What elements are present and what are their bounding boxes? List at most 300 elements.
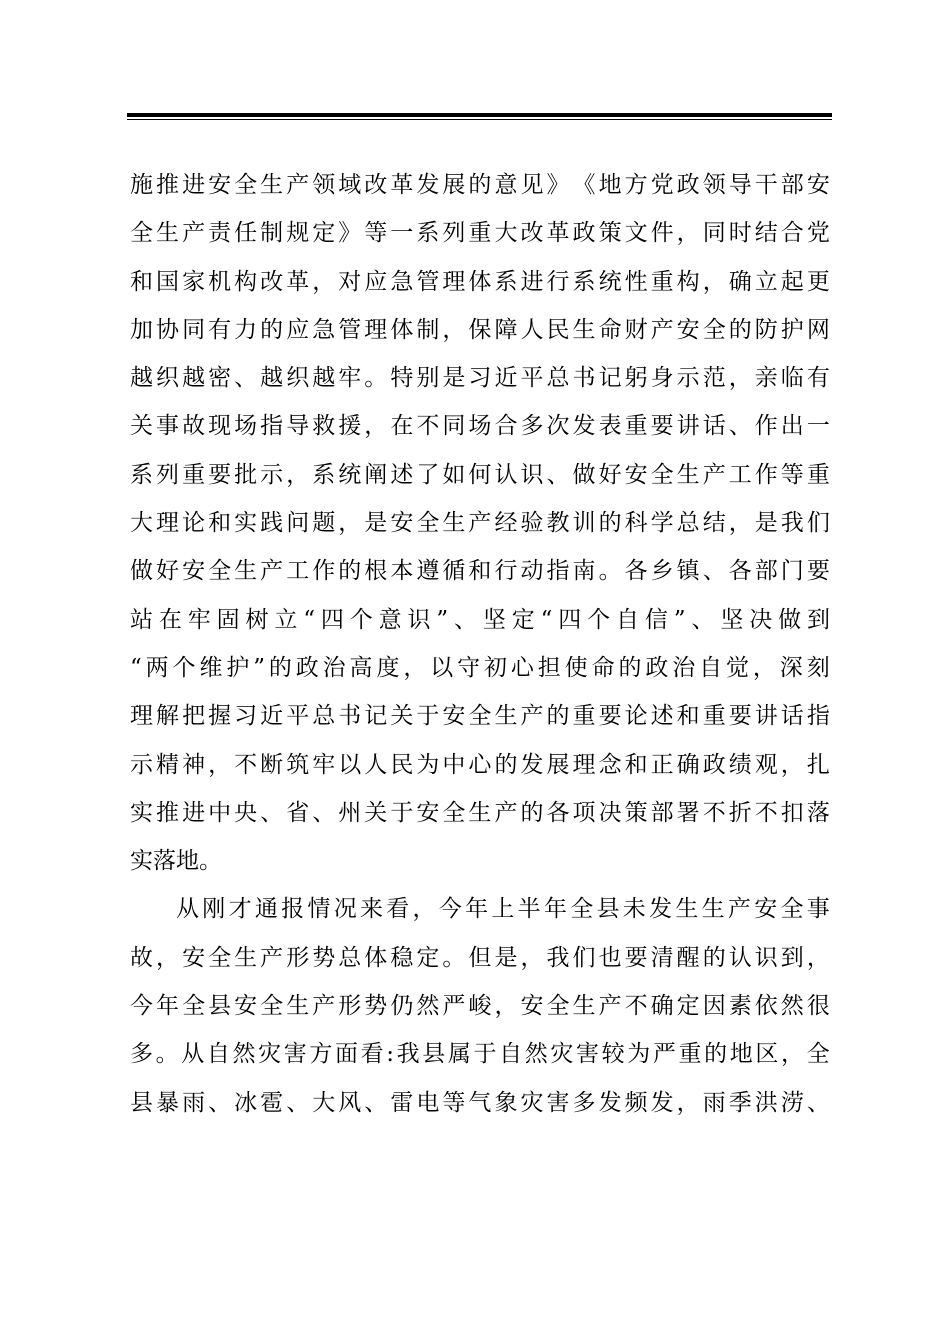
glyph: 全	[234, 172, 258, 198]
glyph: 应	[364, 268, 388, 295]
glyph: 四	[558, 606, 582, 633]
glyph: 产	[702, 461, 726, 488]
glyph: 确	[728, 268, 752, 295]
glyph: 对	[338, 268, 362, 295]
glyph: 改	[260, 268, 284, 295]
glyph: 生	[260, 172, 284, 198]
text-line	[130, 596, 830, 644]
glyph: 、	[691, 606, 715, 633]
glyph: 系	[312, 461, 336, 488]
glyph: 两	[145, 654, 169, 681]
glyph: 扣	[780, 799, 804, 826]
glyph: 表	[598, 413, 622, 440]
glyph: 产	[182, 220, 206, 247]
glyph: 》	[338, 220, 362, 247]
glyph: 治	[672, 654, 696, 681]
glyph: 洪	[754, 1089, 778, 1116]
glyph: 有	[806, 365, 830, 392]
glyph: 故	[182, 413, 206, 440]
glyph: 人	[364, 751, 388, 778]
glyph: 展	[442, 172, 466, 198]
glyph: 急	[390, 268, 414, 295]
glyph: 灾	[258, 1041, 282, 1068]
glyph: 高	[349, 654, 373, 681]
glyph: 何	[468, 461, 492, 488]
glyph: 把	[182, 703, 206, 730]
glyph: 好	[598, 461, 622, 488]
text-line	[130, 402, 830, 450]
glyph: 体	[468, 268, 492, 295]
glyph: 特	[390, 365, 414, 392]
glyph: 同	[702, 220, 726, 247]
glyph: ，	[752, 654, 776, 681]
glyph: 心	[510, 654, 534, 681]
glyph: 地	[598, 172, 622, 198]
glyph: 的	[728, 316, 752, 343]
glyph: 四	[320, 606, 344, 633]
glyph: 署	[676, 799, 700, 826]
glyph: 密	[208, 365, 232, 392]
glyph: 断	[260, 751, 284, 778]
glyph: 是	[494, 944, 518, 971]
glyph: 一	[390, 220, 414, 247]
glyph: 在	[390, 413, 414, 440]
glyph: 理	[130, 703, 153, 730]
glyph: 全	[260, 993, 284, 1020]
glyph: 治	[322, 654, 346, 681]
glyph: 全	[208, 558, 232, 585]
glyph: 一	[806, 413, 830, 440]
glyph: 很	[806, 993, 830, 1020]
glyph: 见	[520, 172, 544, 198]
glyph: 本	[390, 558, 414, 585]
glyph: 临	[780, 365, 804, 392]
glyph: 的	[702, 944, 726, 971]
glyph: 场	[234, 413, 258, 440]
glyph: 全	[546, 993, 570, 1020]
glyph: 多	[572, 1089, 596, 1116]
glyph: 信	[644, 606, 668, 633]
glyph: 指	[546, 558, 570, 585]
glyph: 、	[286, 1089, 310, 1116]
glyph: 讲	[676, 413, 700, 440]
glyph: 区	[755, 1041, 779, 1068]
glyph: 使	[564, 654, 588, 681]
text-line	[130, 258, 830, 306]
glyph: 导	[286, 413, 310, 440]
glyph: 身	[650, 365, 674, 392]
glyph: 生	[494, 703, 518, 730]
glyph: 雹	[260, 1089, 284, 1116]
glyph: 发	[572, 413, 596, 440]
glyph: 我	[780, 510, 804, 537]
glyph: 作	[312, 558, 336, 585]
glyph: 落	[806, 799, 830, 826]
glyph: 意	[378, 606, 402, 633]
glyph: 于	[390, 799, 414, 826]
glyph: ，	[728, 510, 752, 537]
glyph: 来	[359, 896, 383, 923]
glyph: 峻	[468, 993, 492, 1020]
glyph: 政	[295, 654, 319, 681]
glyph: 救	[312, 413, 336, 440]
glyph: 安	[806, 172, 830, 198]
glyph: 认	[494, 461, 518, 488]
glyph: 讲	[754, 703, 778, 730]
glyph: 的	[468, 172, 492, 198]
glyph: 生	[676, 461, 700, 488]
glyph: 牢	[312, 751, 336, 778]
glyph: 较	[601, 1041, 625, 1068]
glyph: 项	[572, 799, 596, 826]
glyph: 、	[806, 1089, 830, 1116]
glyph: 政	[676, 172, 700, 198]
glyph: 发	[520, 751, 544, 778]
glyph: 作	[754, 413, 778, 440]
glyph: 定	[416, 944, 440, 971]
glyph: 生	[675, 896, 699, 923]
glyph: 为	[416, 751, 440, 778]
glyph: 然	[780, 993, 804, 1020]
glyph: 生	[156, 220, 180, 247]
text-line	[130, 741, 830, 789]
glyph: ，	[412, 896, 436, 923]
glyph: 发	[650, 1089, 674, 1116]
glyph: 安	[442, 703, 466, 730]
glyph: 合	[780, 220, 804, 247]
glyph: 近	[494, 365, 518, 392]
glyph: 以	[430, 654, 454, 681]
glyph: 教	[546, 510, 570, 537]
glyph: 列	[156, 461, 180, 488]
glyph: 半	[517, 896, 541, 923]
glyph: 全	[208, 944, 232, 971]
glyph: 门	[780, 558, 804, 585]
glyph: 网	[806, 316, 830, 343]
glyph: 和	[130, 268, 153, 295]
glyph: 越	[182, 365, 206, 392]
glyph: 害	[546, 1089, 570, 1116]
glyph: ，	[286, 461, 310, 488]
glyph: 示	[676, 365, 700, 392]
glyph: 次	[546, 413, 570, 440]
glyph: 生	[468, 799, 492, 826]
glyph: 结	[702, 510, 726, 537]
glyph: 于	[473, 1041, 497, 1068]
glyph: 做	[572, 461, 596, 488]
glyph: 牢	[187, 606, 211, 633]
glyph: 确	[676, 751, 700, 778]
glyph: 书	[338, 703, 362, 730]
glyph: 批	[234, 461, 258, 488]
glyph: 加	[130, 316, 153, 343]
glyph: ”	[436, 606, 449, 633]
glyph: 素	[728, 993, 752, 1020]
glyph: 进	[182, 172, 206, 198]
glyph: 乡	[650, 558, 674, 585]
glyph: 合	[494, 413, 518, 440]
glyph: 念	[598, 751, 622, 778]
glyph: 决	[598, 799, 622, 826]
glyph: 生	[572, 993, 596, 1020]
glyph: 发	[649, 896, 673, 923]
glyph: 正	[650, 751, 674, 778]
glyph: 同	[442, 413, 466, 440]
glyph: 通	[254, 896, 278, 923]
glyph: 各	[624, 558, 648, 585]
glyph: 安	[208, 172, 232, 198]
glyph: 有	[208, 316, 232, 343]
text-line	[130, 1030, 830, 1078]
glyph: 、	[208, 1089, 232, 1116]
glyph: 部	[754, 558, 778, 585]
glyph: 雨	[182, 1089, 206, 1116]
glyph: 列	[442, 220, 466, 247]
glyph: 安	[182, 944, 206, 971]
glyph: 施	[130, 172, 153, 198]
glyph: 气	[468, 1089, 492, 1116]
glyph: 党	[650, 172, 674, 198]
glyph: 作	[754, 461, 778, 488]
glyph: 稳	[390, 944, 414, 971]
glyph: 的	[618, 654, 642, 681]
glyph: 的	[268, 654, 292, 681]
glyph: 省	[286, 799, 310, 826]
glyph: 家	[182, 268, 206, 295]
glyph: 故	[130, 944, 153, 971]
glyph: 的	[704, 1041, 728, 1068]
glyph: 导	[728, 172, 752, 198]
glyph: 件	[650, 220, 674, 247]
glyph: 未	[622, 896, 646, 923]
text-line	[130, 934, 830, 982]
glyph: 定	[312, 220, 336, 247]
glyph: 障	[494, 316, 518, 343]
glyph: ，	[494, 993, 518, 1020]
glyph: 范	[702, 365, 726, 392]
glyph: 总	[338, 944, 362, 971]
glyph: 时	[728, 220, 752, 247]
glyph: ，	[806, 944, 830, 971]
glyph: 织	[156, 365, 180, 392]
glyph: 财	[624, 316, 648, 343]
glyph: 指	[260, 413, 284, 440]
glyph: 根	[364, 558, 388, 585]
glyph: 策	[598, 220, 622, 247]
glyph: 责	[208, 220, 232, 247]
glyph: 依	[754, 993, 778, 1020]
glyph: 大	[312, 1089, 336, 1116]
glyph: 述	[650, 703, 674, 730]
glyph: 等	[364, 220, 388, 247]
glyph: 起	[780, 268, 804, 295]
glyph: 但	[468, 944, 492, 971]
glyph: 定	[676, 993, 700, 1020]
glyph: 体	[390, 316, 414, 343]
glyph: 出	[780, 413, 804, 440]
glyph: 确	[650, 993, 674, 1020]
glyph: 性	[624, 268, 648, 295]
glyph: 站	[130, 606, 153, 633]
text-line	[130, 644, 830, 692]
glyph: 重	[468, 220, 492, 247]
glyph: 和	[468, 558, 492, 585]
glyph: 醒	[676, 944, 700, 971]
glyph: 《	[572, 172, 596, 198]
glyph: 体	[364, 944, 388, 971]
glyph: 、	[546, 461, 570, 488]
glyph: 更	[806, 268, 830, 295]
glyph: ，	[676, 1089, 700, 1116]
glyph: “	[303, 606, 316, 633]
glyph: 重	[182, 461, 206, 488]
glyph: 话	[702, 413, 726, 440]
glyph: 越	[312, 365, 336, 392]
glyph: 精	[156, 751, 180, 778]
glyph: 、	[234, 365, 258, 392]
glyph: 生	[572, 316, 596, 343]
glyph: 构	[676, 268, 700, 295]
glyph: 全	[702, 316, 726, 343]
glyph: 面	[335, 1041, 358, 1068]
glyph: 扎	[806, 751, 830, 778]
glyph: 不	[702, 799, 726, 826]
glyph: 我	[396, 1041, 420, 1068]
glyph: 识	[407, 606, 431, 633]
glyph: 生	[286, 993, 310, 1020]
glyph: 况	[333, 896, 357, 923]
glyph: 风	[338, 1089, 362, 1116]
glyph: 大	[130, 510, 153, 537]
glyph: 工	[286, 558, 310, 585]
glyph: 是	[442, 365, 466, 392]
glyph: 革	[546, 220, 570, 247]
glyph: 统	[338, 461, 362, 488]
glyph: 全	[806, 1041, 830, 1068]
glyph: 为	[627, 1041, 651, 1068]
glyph: 题	[312, 510, 336, 537]
glyph: 要	[806, 558, 830, 585]
glyph: 、	[312, 799, 336, 826]
glyph: 训	[572, 510, 596, 537]
glyph: ，	[676, 220, 700, 247]
glyph: 重	[806, 461, 830, 488]
glyph: 然	[232, 1041, 256, 1068]
glyph: 的	[598, 510, 622, 537]
glyph: 认	[728, 944, 752, 971]
glyph: 实	[130, 799, 153, 826]
glyph: 经	[494, 510, 518, 537]
glyph: 们	[806, 510, 830, 537]
glyph: 产	[286, 172, 310, 198]
glyph: 害	[283, 1041, 307, 1068]
glyph: 因	[702, 993, 726, 1020]
glyph: 守	[457, 654, 481, 681]
glyph: 牢	[338, 365, 362, 392]
glyph: 关	[364, 799, 388, 826]
glyph: 然	[416, 993, 440, 1020]
glyph: 干	[754, 172, 778, 198]
glyph: 保	[468, 316, 492, 343]
glyph: :	[386, 1041, 394, 1068]
glyph: 事	[806, 896, 830, 923]
glyph: 不	[624, 993, 648, 1020]
glyph: 解	[156, 703, 180, 730]
glyph: 雷	[390, 1089, 414, 1116]
glyph: 协	[156, 316, 180, 343]
glyph: “	[130, 654, 142, 681]
glyph: 年	[465, 896, 489, 923]
text-line	[130, 451, 830, 499]
glyph: 了	[416, 461, 440, 488]
text-line	[130, 306, 830, 354]
glyph: 安	[390, 510, 414, 537]
glyph: 生	[234, 558, 258, 585]
glyph: 年	[543, 896, 567, 923]
glyph: 深	[779, 654, 803, 681]
glyph: 的	[338, 558, 362, 585]
glyph: 发	[598, 1089, 622, 1116]
glyph: 于	[416, 703, 440, 730]
glyph: 中	[442, 751, 466, 778]
glyph: ，	[728, 365, 752, 392]
glyph: ，	[156, 944, 180, 971]
glyph: 方	[624, 172, 648, 198]
glyph: 要	[728, 703, 752, 730]
glyph: 重	[702, 703, 726, 730]
glyph: 立	[754, 268, 778, 295]
paragraph-first-line	[130, 885, 830, 933]
glyph: 重	[572, 703, 596, 730]
glyph: 系	[572, 268, 596, 295]
glyph: 动	[520, 558, 544, 585]
glyph: 产	[260, 944, 284, 971]
glyph: 和	[676, 703, 700, 730]
glyph: 个	[172, 654, 196, 681]
glyph: 护	[226, 654, 250, 681]
glyph: 党	[806, 220, 830, 247]
glyph: 和	[208, 510, 232, 537]
glyph: 决	[749, 606, 773, 633]
glyph: 。	[442, 944, 466, 971]
glyph: ”	[253, 654, 265, 681]
text-line	[130, 499, 830, 547]
glyph: 记	[364, 703, 388, 730]
glyph: 总	[312, 703, 336, 730]
glyph: 越	[260, 365, 284, 392]
glyph: 安	[676, 316, 700, 343]
glyph: 坚	[482, 606, 506, 633]
glyph: 自	[499, 1041, 523, 1068]
glyph: 要	[624, 944, 648, 971]
glyph: 产	[260, 558, 284, 585]
glyph: 国	[156, 268, 180, 295]
glyph: 看	[386, 896, 410, 923]
glyph: 亲	[754, 365, 778, 392]
glyph: 、	[260, 799, 284, 826]
glyph: 文	[624, 220, 648, 247]
paragraph-end-line: 实落地。	[130, 848, 222, 875]
glyph: 害	[576, 1041, 599, 1068]
glyph: 记	[598, 365, 622, 392]
glyph: 担	[537, 654, 561, 681]
glyph: 中	[208, 799, 232, 826]
glyph: 然	[524, 1041, 548, 1068]
glyph: 理	[572, 751, 596, 778]
glyph: 产	[650, 316, 674, 343]
glyph: 县	[130, 1089, 153, 1116]
glyph: 全	[570, 896, 594, 923]
